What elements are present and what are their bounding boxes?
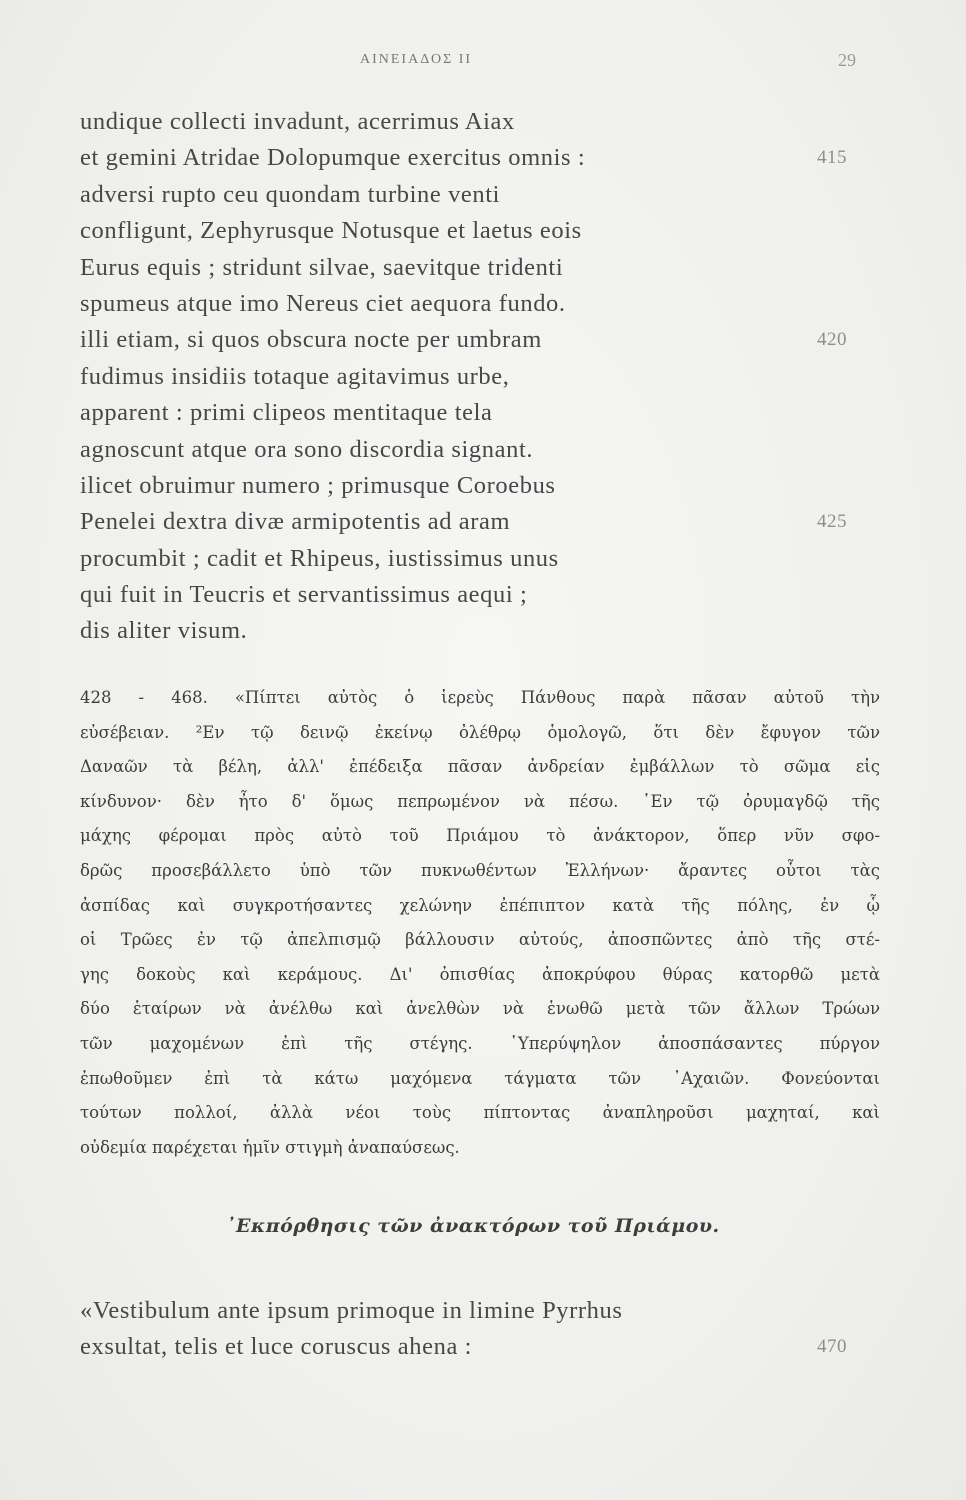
verse-text: «Vestibulum ante ipsum primoque in limine Pyrrhus [80,1297,623,1324]
page-number: 29 [838,50,856,70]
verse-line [80,613,880,649]
verse-line [80,213,880,249]
commentary-line: τῶν μαχομένων ἐπὶ τῆς στέγης. ῾Υπερύψηλον ἀποσπάσαντες πύργον [80,1033,880,1053]
commentary-line: γης δοκοὺς καὶ κεράμους. Δι' ὀπισθίας ἀποκρύφου θύρας κατορθῶ μετὰ [80,964,880,984]
verse-text: spumeus atque imo Nereus ciet aequora fundo. [80,289,566,317]
verse-text: confligunt, Zephyrusque Notusque et laetus eois [80,217,582,245]
verse-text: adversi rupto ceu quondam turbine venti [80,180,501,208]
verse-text: qui fuit in Teucris et servantissimus aequi ; [80,581,528,609]
commentary-line: ἐπωθοῦμεν ἐπὶ τὰ κάτω μαχόμενα τάγματα τῶν ᾽Αχαιῶν. Φονεύονται [80,1068,880,1088]
verse-line [80,286,880,322]
commentary-line: 428 - 468. «Πίπτει αὐτὸς ὁ ἱερεὺς Πάνθους παρὰ πᾶσαν αὐτοῦ τὴν [80,688,880,707]
commentary-line: δύο ἑταίρων νὰ ἀνέλθω καὶ ἀνελθὼν νὰ ἑνωθῶ μετὰ τῶν ἄλλων Τρώων [80,999,880,1019]
running-head [0,52,966,82]
verse-line [80,140,880,176]
verse-text: et gemini Atridae Dolopumque exercitus omnis : [80,144,586,172]
verse-line [80,177,880,213]
commentary-line: κίνδυνον· δὲν ἦτο δ' ὅμως πεπρωμένον νὰ πέσω. ᾽Εν τῷ ὀρυμαγδῷ τῆς [80,791,880,811]
verse-line [80,577,880,613]
greek-commentary [80,681,880,1165]
verse-text: Penelei dextra divæ armipotentis ad aram [80,508,511,536]
commentary-line: Δαναῶν τὰ βέλη, ἀλλ' ἐπέδειξα πᾶσαν ἀνδρείαν ἐμβάλλων τὸ σῶμα εἰς [80,757,880,777]
verse-text: dis aliter visum. [80,617,248,645]
verse-line [80,432,880,468]
latin-verse-block [80,104,880,650]
commentary-line: μάχης φέρομαι πρὸς αὐτὸ τοῦ Πριάμου τὸ ἀνάκτορον, ὅπερ νῦν σφο- [80,826,880,846]
line-number: 425 [817,511,847,533]
verse-line [80,504,880,540]
verse-line [80,359,880,395]
verse-line [80,395,880,431]
commentary-line: τούτων πολλοί, ἀλλὰ νέοι τοὺς πίπτοντας ἀναπληροῦσι μαχηταί, καὶ [80,1103,880,1123]
verse-line [80,250,880,286]
commentary-line: εὐσέβειαν. ²Εν τῷ δεινῷ ἐκείνῳ ὀλέθρῳ ὁμολογῶ, ὅτι δὲν ἔφυγον τῶν [80,722,880,742]
verse-text: undique collecti invadunt, acerrimus Aiax [80,108,515,135]
line-number: 470 [817,1336,847,1358]
line-number: 415 [817,147,847,169]
commentary-line: δρῶς προσεβάλλετο ὑπὸ τῶν πυκνωθέντων Ἑλλήνων· ἄραντες οὗτοι τὰς [80,860,880,880]
verse-line [80,541,880,577]
verse-line [80,322,880,358]
verse-text: apparent : primi clipeos mentitaque tela [80,399,493,427]
line-number: 420 [817,329,847,351]
verse-text: procumbit ; cadit et Rhipeus, iustissimus unus [80,544,559,572]
verse-line [80,1293,880,1329]
verse-text: Eurus equis ; stridunt silvae, saevitque tridenti [80,253,564,281]
verse-text: agnoscunt atque ora sono discordia signant. [80,435,534,463]
commentary-line: οἱ Τρῶες ἐν τῷ ἀπελπισμῷ βάλλουσιν αὐτούς, ἀποσπῶντες ἀπὸ τῆς στέ- [80,930,880,950]
verse-text: illi etiam, si quos obscura nocte per umbram [80,326,542,354]
running-title: ΑΙΝΕΙΑΔΟΣ II [360,52,473,67]
verse-text: exsultat, telis et luce coruscus ahena : [80,1333,473,1361]
verse-line [80,1329,880,1365]
latin-verse-block [80,1293,880,1366]
commentary-line: ἀσπίδας καὶ συγκροτήσαντες χελώνην ἐπέπιπτον κατὰ τῆς πόλης, ἐν ᾧ [80,895,880,915]
verse-text: fudimus insidiis totaque agitavimus urbe, [80,362,510,390]
verse-line [80,468,880,504]
section-heading-text: ᾽Εκπόρθησις τῶν ἀνακτόρων τοῦ Πριάμου. [226,1215,720,1237]
verse-line [80,104,880,140]
verse-text: ilicet obruimur numero ; primusque Coroebus [80,471,556,499]
commentary-line: οὐδεμία παρέχεται ἡμῖν στιγμὴ ἀναπαύσεως. [80,1137,460,1157]
